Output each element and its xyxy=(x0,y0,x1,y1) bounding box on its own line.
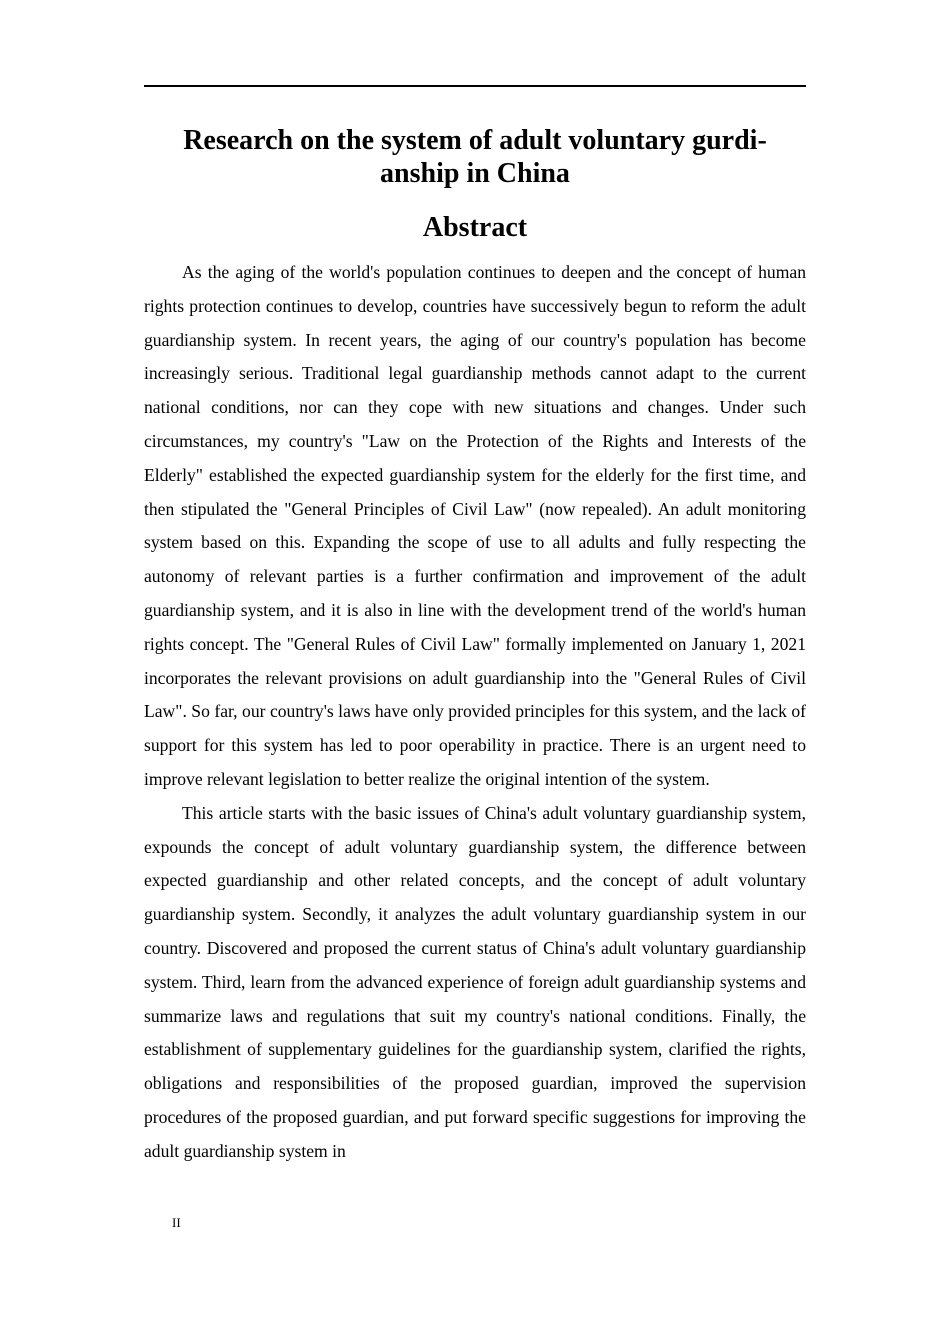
section-heading-abstract: Abstract xyxy=(422,212,528,243)
title-line-1: Research on the system of adult voluntary gurdi- xyxy=(183,125,767,156)
abstract-paragraph-2: This article starts with the basic issues of China's adult voluntary guardianship system, expounds the concept of adult voluntary guardianship system, the difference between expected guardianship and other related concepts, and the concept of adult voluntary guardianship system. Secondly, it analyzes the adult voluntary guardianship system in our country. Discovered and proposed the current status of China's adult voluntary guardianship system. Third, learn from the advanced experience of foreign adult guardianship systems and summarize laws and regulations that suit my country's national conditions. Finally, the establishment of supplementary guidelines for the guardianship system, clarified the rights, obligations and responsibilities of the proposed guardian, improved the supervision procedures of the proposed guardian, and put forward specific suggestions for improving the adult guardianship system in xyxy=(144,802,806,1161)
abstract-paragraph-1: As the aging of the world's population continues to deepen and the concept of human rights protection continues to develop, countries have successively begun to reform the adult guardianship system. In recent years, the aging of our country's population has become increasingly serious. Traditional legal guardianship methods cannot adapt to the current national conditions, nor can they cope with new situations and changes. Under such circumstances, my country's "Law on the Protection of the Rights and Interests of the Elderly" established the expected guardianship system for the elderly for the first time, and then stipulated the "General Principles of Civil Law" (now repealed). An adult monitoring system based on this. Expanding the scope of use to all adults and fully respecting the autonomy of relevant parties is a further confirmation and improvement of the adult guardianship system, and it is also in line with the development trend of the world's human rights concept. The "General Rules of Civil Law" formally implemented on January 1, 2021 incorporates the relevant provisions on adult guardianship into the "General Rules of Civil Law". So far, our country's laws have only provided principles for this system, and the lack of support for this system has led to poor operability in practice. There is an urgent need to improve relevant legislation to better realize the original intention of the system. xyxy=(144,262,806,789)
page-number: II xyxy=(172,1215,181,1230)
abstract-body xyxy=(144,256,806,1169)
header-rule xyxy=(144,85,806,87)
page-title xyxy=(144,124,806,190)
title-line-2: anship in China xyxy=(380,158,570,189)
